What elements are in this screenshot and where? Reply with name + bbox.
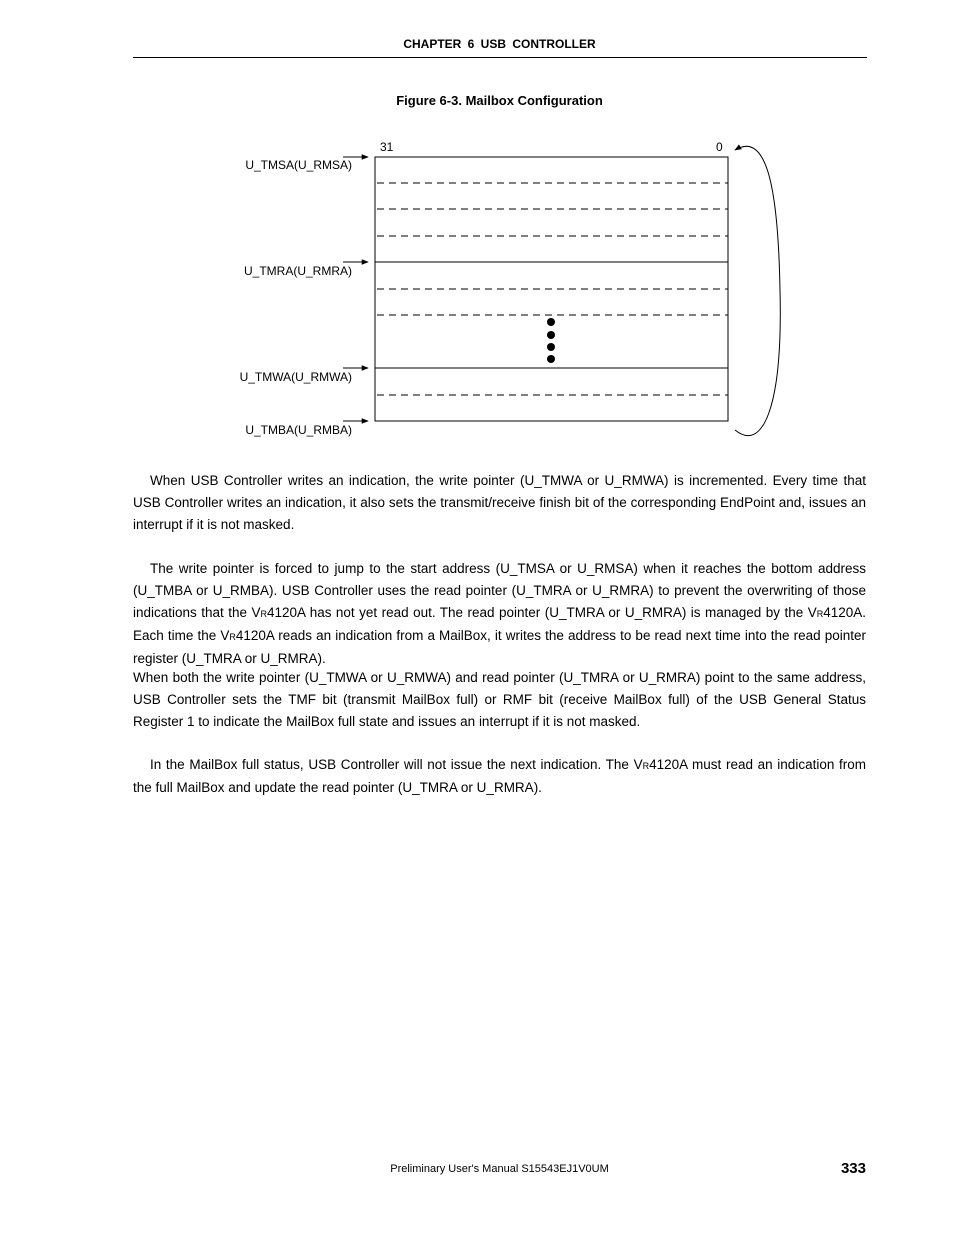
start-address-label: U_TMSA(U_RMSA) — [245, 158, 352, 172]
cpu-model: 4120A — [266, 605, 306, 620]
chapter-header: CHAPTER 6 USB CONTROLLER — [403, 37, 596, 51]
slot-dividers — [377, 183, 728, 395]
cpu-r: R — [816, 609, 824, 619]
cpu-model: 4120A — [649, 757, 688, 772]
ellipsis-dot — [547, 318, 555, 326]
p2-part-3: . Each time the — [133, 605, 867, 643]
cpu-v: V — [807, 605, 817, 620]
p2-part-2: has not yet read out. The read pointer (U_TMRA or U_RMRA) is managed by the — [305, 605, 808, 620]
bit-31-label: 31 — [380, 140, 394, 154]
bit-0-label: 0 — [716, 140, 723, 154]
cpu-r: R — [642, 761, 650, 771]
ellipsis-dots — [547, 318, 555, 363]
p4-part-1: In the MailBox full status, USB Controller will not issue the next indication. The — [150, 757, 634, 772]
cpu-r: R — [260, 609, 267, 619]
ellipsis-dot — [547, 355, 555, 363]
cpu-model: 4120A — [235, 628, 275, 643]
cpu-v: V — [251, 605, 261, 620]
wraparound-arrow — [735, 146, 780, 435]
paragraph-3: When both the write pointer (U_TMWA or U_RMWA) and read pointer (U_TMRA or U_RMRA) point to the same address, USB Controller sets the TMF bit (transmit MailBox full) or RMF bit (receive MailBox full) of the USB General Status Register 1 to indicate the MailBox full state and issues an interrupt if it is not masked. — [133, 670, 866, 729]
mailbox-diagram — [0, 0, 954, 460]
cpu-r: R — [229, 632, 236, 642]
page-number: 333 — [840, 1160, 866, 1177]
p2-part-4: reads an indication from a MailBox, it writes the address to be read next time into the read pointer register (U_TMRA or U_RMRA). — [133, 628, 866, 666]
read-pointer-label: U_TMRA(U_RMRA) — [244, 264, 352, 278]
p4-part-2: must read an indication from the full MailBox and update the read pointer (U_TMRA or U_RMRA). — [133, 757, 866, 795]
footer-manual-title: Preliminary User's Manual S15543EJ1V0UM — [390, 1163, 609, 1175]
cpu-v: V — [633, 757, 643, 772]
figure-caption: Figure 6-3. Mailbox Configuration — [396, 93, 603, 108]
bottom-address-label: U_TMBA(U_RMBA) — [245, 423, 352, 437]
ellipsis-dot — [547, 343, 555, 351]
cpu-model: 4120A — [823, 605, 863, 620]
ellipsis-dot — [547, 331, 555, 339]
cpu-v: V — [220, 628, 230, 643]
paragraph-2 — [133, 558, 866, 670]
paragraph-4 — [133, 754, 866, 799]
paragraph-1: When USB Controller writes an indication, the write pointer (U_TMWA or U_RMWA) is incremented. Every time that USB Controller writes an indication, it also sets the transmit/receive finish bit of the corresponding EndPoint and, issues an interrupt if it is not masked. — [133, 473, 866, 532]
p2-part-1: The write pointer is forced to jump to the start address (U_TMSA or U_RMSA) when it reaches the bottom address (U_TMBA or U_RMBA). USB Controller uses the read pointer (U_TMRA or U_RMRA) to prevent the overwriting of those indications that the — [133, 561, 866, 620]
write-pointer-label: U_TMWA(U_RMWA) — [239, 370, 352, 384]
